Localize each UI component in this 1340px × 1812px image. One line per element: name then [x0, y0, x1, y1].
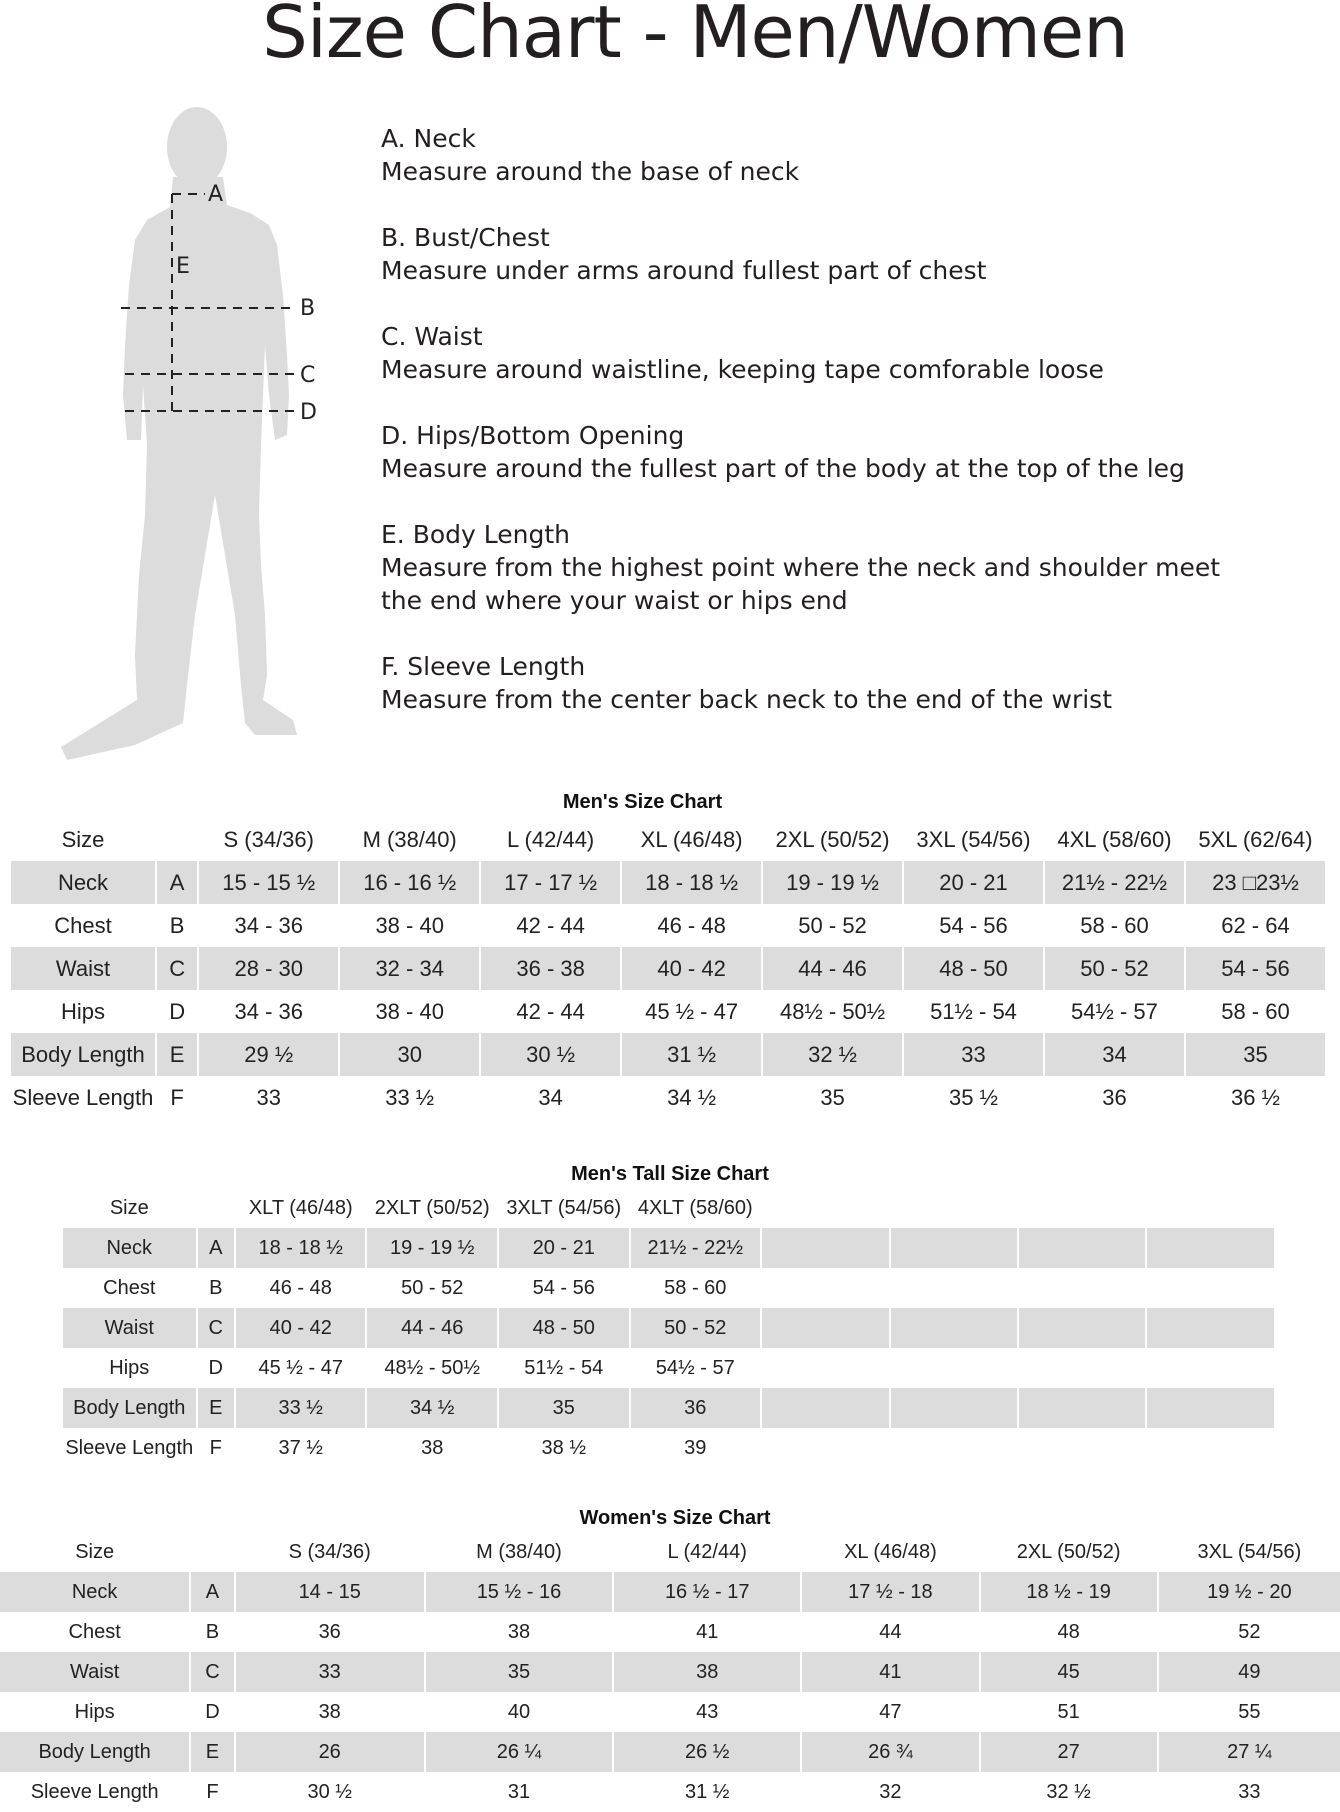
size-header: Size [75, 1540, 115, 1563]
size-col: 5XL (62/64) [1198, 826, 1313, 852]
label-d: D [300, 400, 317, 425]
size-col: 2XL (50/52) [1016, 1540, 1121, 1563]
size-col: XLT (46/48) [248, 1196, 353, 1219]
size-col: S (34/36) [223, 826, 314, 852]
table-row: Chest B 46 - 48 50 - 52 54 - 56 58 - 60 [103, 1276, 727, 1299]
table-row: Body Length E 29 ½ 30 30 ½ 31 ½ 32 ½ 33 34 35 [11, 1033, 1325, 1076]
size-header: Size [61, 826, 105, 852]
measure-sleeve-length: F. Sleeve Length Measure from the center back neck to the end of the wrist [381, 652, 1113, 714]
size-col: 3XLT (54/56) [506, 1196, 622, 1219]
size-col: XL (46/48) [844, 1540, 937, 1563]
size-col: 3XL (54/56) [1197, 1540, 1302, 1563]
size-header: Size [109, 1196, 149, 1219]
label-c: C [300, 363, 316, 388]
page-title: Size Chart - Men/Women [262, 0, 1128, 74]
table-row: Neck A 15 - 15 ½ 16 - 16 ½ 17 - 17 ½ 18 - 18 ½ 19 - 19 ½ 20 - 21 21½ - 22½ 23 □23½ [11, 861, 1325, 904]
person-silhouette-icon [61, 107, 297, 760]
measure-body-length: E. Body Length Measure from the highest point where the neck and shoulder meet the end where your waist or hips end [381, 520, 1221, 615]
table-header-row [63, 1188, 1274, 1228]
table-row: Waist C 33 35 38 41 45 49 [0, 1652, 1340, 1692]
body-figure [55, 95, 330, 775]
size-col: M (38/40) [476, 1540, 562, 1563]
size-col: XL (46/48) [640, 826, 743, 852]
table-row: Chest B 36 38 41 44 48 52 [68, 1620, 1261, 1643]
table-row: Waist C 40 - 42 44 - 46 48 - 50 50 - 52 [63, 1308, 1274, 1348]
size-col: L (42/44) [507, 826, 595, 852]
size-col: 2XLT (50/52) [374, 1196, 490, 1219]
size-col: 4XL (58/60) [1057, 826, 1172, 852]
table-header-row [11, 818, 1325, 861]
label-a: A [208, 182, 224, 207]
womens-chart-title: Women's Size Chart [579, 1507, 771, 1529]
table-row: Neck A 18 - 18 ½ 19 - 19 ½ 20 - 21 21½ - 22½ [63, 1228, 1274, 1268]
table-row: Hips D 38 40 43 47 51 55 [74, 1700, 1261, 1723]
table-row: Sleeve Length F 30 ½ 31 31 ½ 32 32 ½ 33 [30, 1780, 1261, 1803]
table-row: Sleeve Length F 33 33 ½ 34 34 ½ 35 35 ½ 36 36 ½ [12, 1084, 1280, 1110]
tall-chart-title: Men's Tall Size Chart [571, 1163, 769, 1185]
table-row: Body Length E 33 ½ 34 ½ 35 36 [63, 1388, 1274, 1428]
measure-chest: B. Bust/Chest Measure under arms around fullest part of chest [381, 223, 987, 285]
size-col: L (42/44) [667, 1540, 747, 1563]
label-b: B [300, 296, 316, 321]
table-row: Chest B 34 - 36 38 - 40 42 - 44 46 - 48 50 - 52 54 - 56 58 - 60 62 - 64 [54, 912, 1290, 938]
table-row: Sleeve Length F 37 ½ 38 38 ½ 39 [65, 1436, 707, 1459]
mens-chart-title: Men's Size Chart [562, 791, 723, 813]
measure-hips: D. Hips/Bottom Opening Measure around the fullest part of the body at the top of the leg [381, 421, 1185, 483]
measurement-instructions [381, 122, 1281, 749]
label-e: E [176, 254, 190, 279]
table-row: Hips D 34 - 36 38 - 40 42 - 44 45 ½ - 47 48½ - 50½ 51½ - 54 54½ - 57 58 - 60 [60, 998, 1290, 1024]
mens-size-table [9, 818, 1327, 1119]
size-col: 3XL (54/56) [916, 826, 1031, 852]
tall-size-table [61, 1188, 1276, 1468]
size-col: S (34/36) [288, 1540, 371, 1563]
size-col: 4XLT (58/60) [637, 1196, 753, 1219]
table-header-row [0, 1532, 1340, 1572]
table-row: Neck A 14 - 15 15 ½ - 16 16 ½ - 17 17 ½ - 18 18 ½ - 19 19 ½ - 20 [0, 1572, 1340, 1612]
table-row: Waist C 28 - 30 32 - 34 36 - 38 40 - 42 44 - 46 48 - 50 50 - 52 54 - 56 [11, 947, 1325, 990]
size-col: 2XL (50/52) [775, 826, 890, 852]
measure-waist: C. Waist Measure around waistline, keeping tape comforable loose [381, 322, 1104, 384]
table-row: Body Length E 26 26 ¼ 26 ½ 26 ¾ 27 27 ¼ [0, 1732, 1340, 1772]
measure-neck: A. Neck Measure around the base of neck [381, 124, 800, 186]
size-col: M (38/40) [362, 826, 457, 852]
table-row: Hips D 45 ½ - 47 48½ - 50½ 51½ - 54 54½ - 57 [109, 1356, 735, 1379]
womens-size-table [0, 1532, 1340, 1812]
